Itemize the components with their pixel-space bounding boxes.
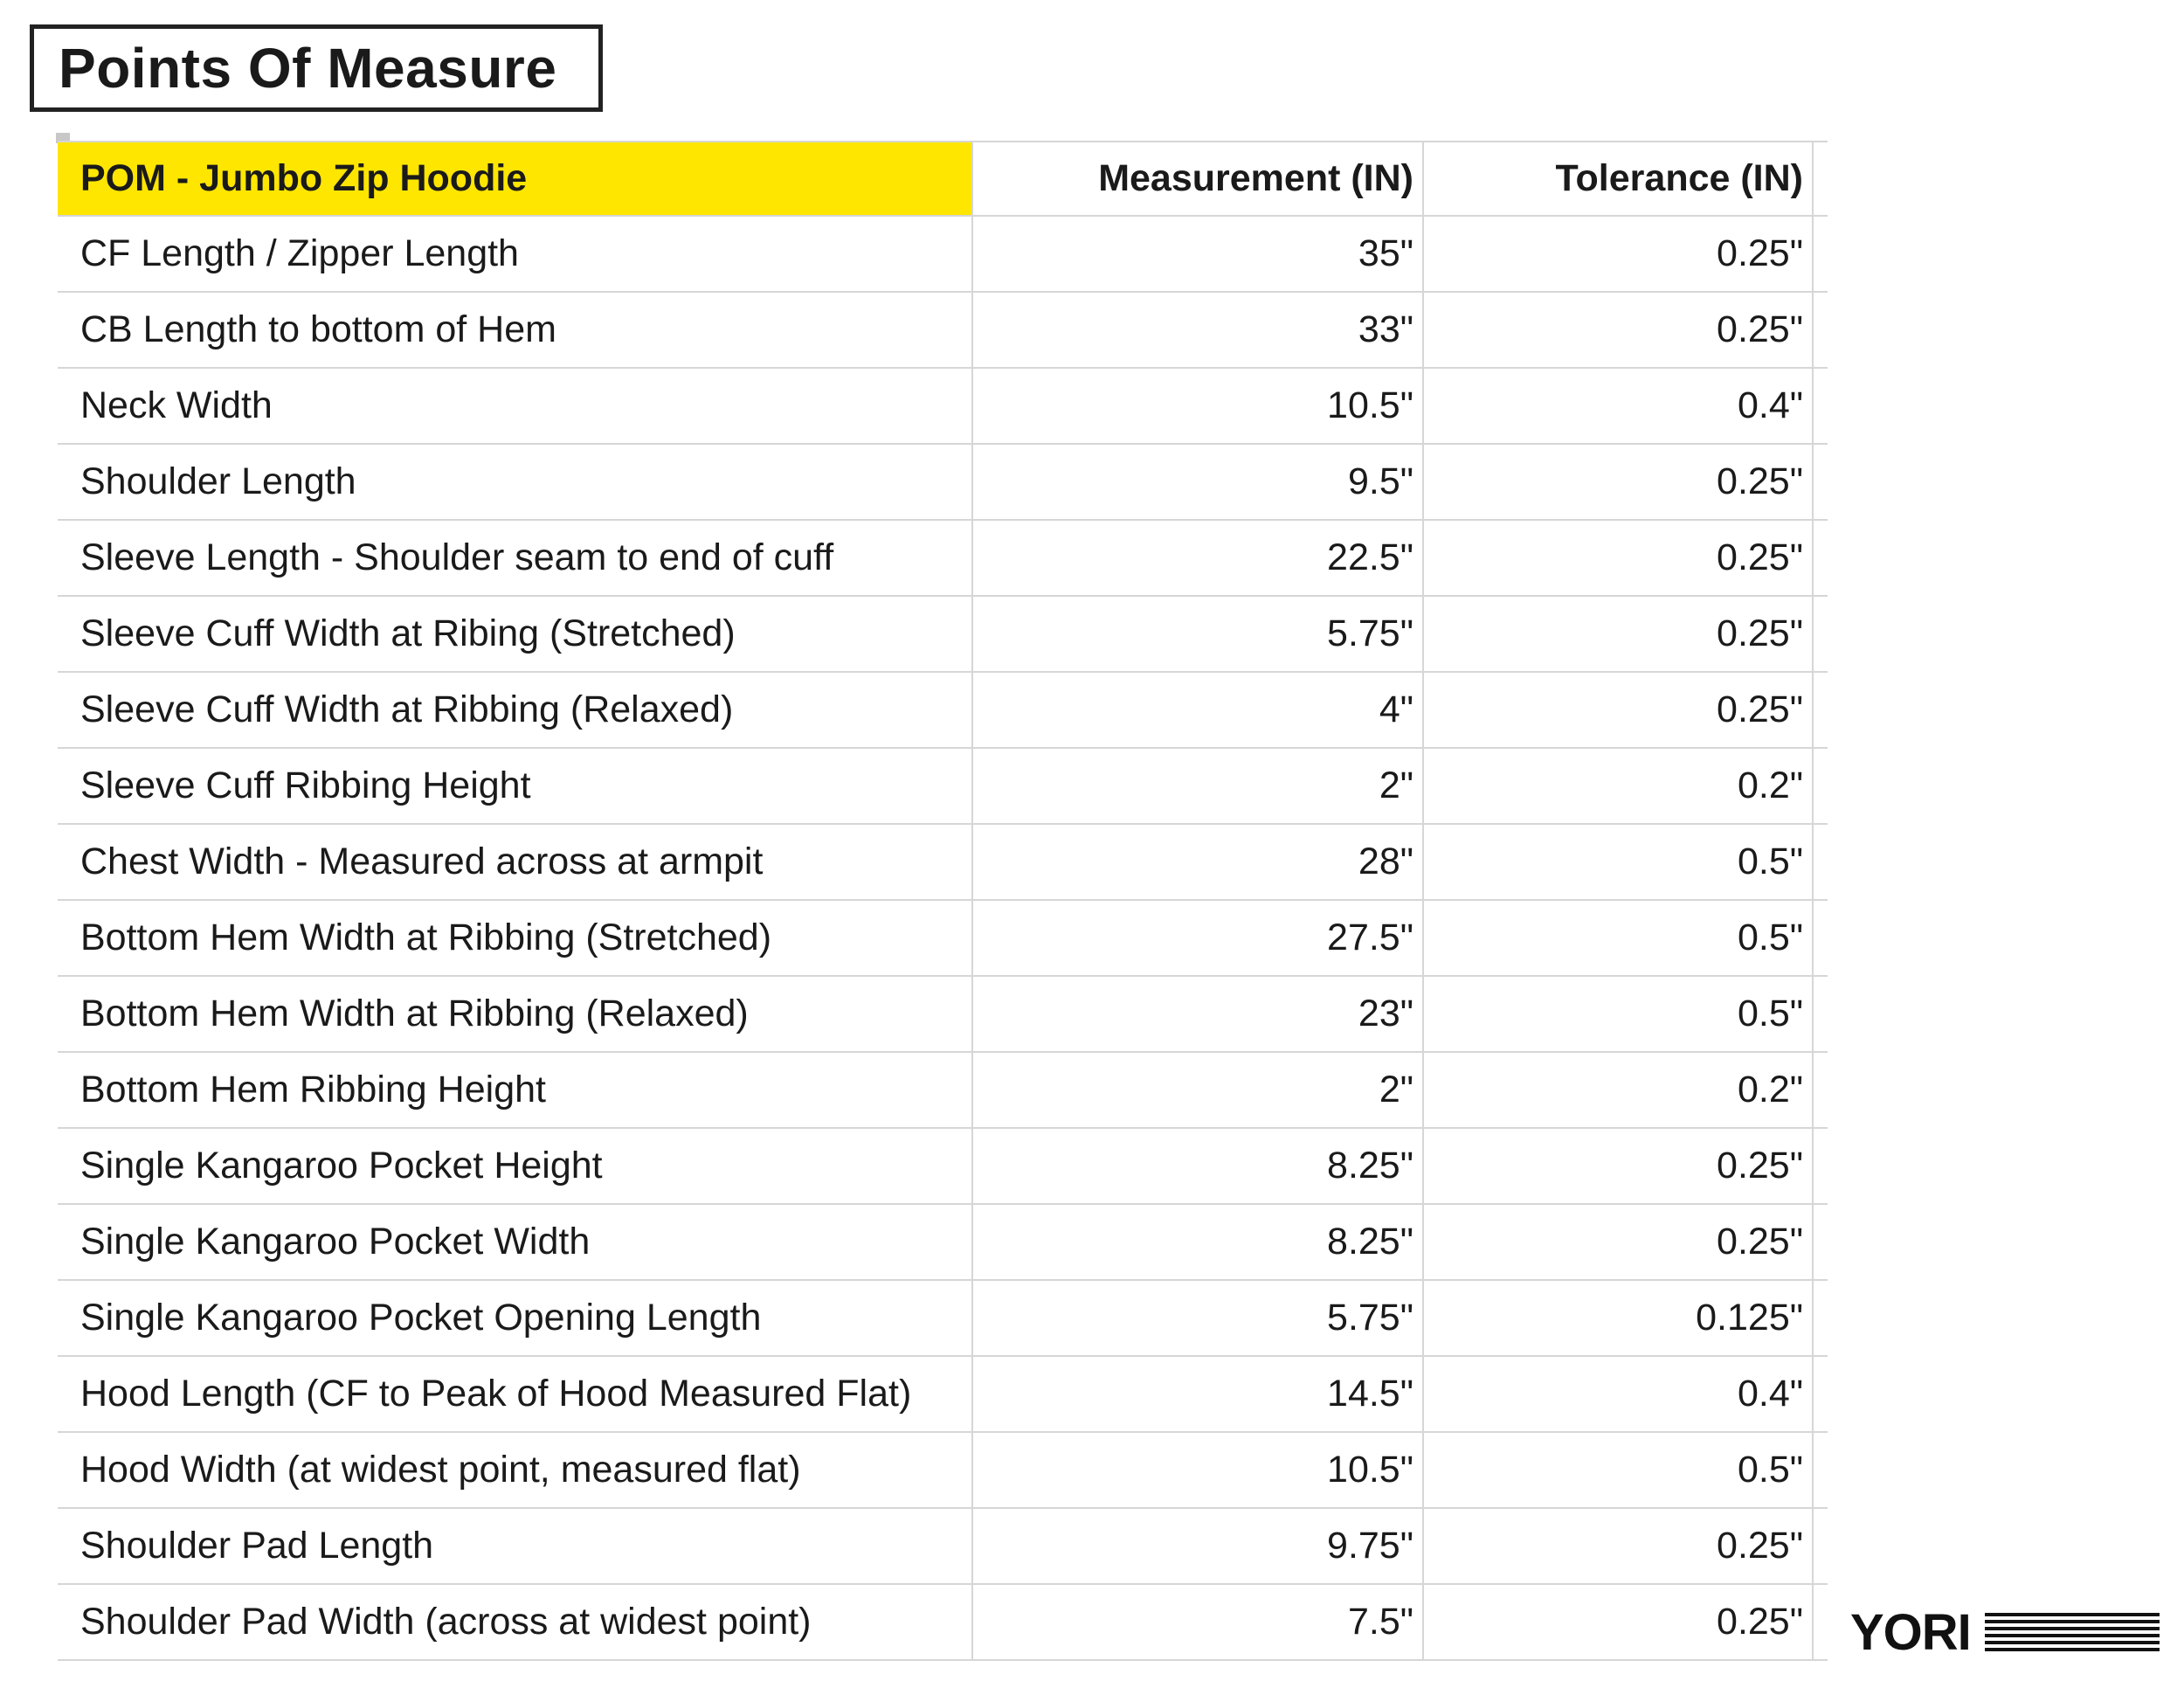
table-row (58, 825, 1828, 901)
measurement-cell[interactable]: 8.25" (973, 1205, 1424, 1279)
table-row (58, 901, 1828, 977)
pom-name-cell[interactable]: Chest Width - Measured across at armpit (58, 825, 973, 899)
table-row (58, 673, 1828, 749)
table-row (58, 217, 1828, 293)
table-row (58, 521, 1828, 597)
pom-name-cell[interactable]: Bottom Hem Width at Ribbing (Relaxed) (58, 977, 973, 1051)
measurement-cell[interactable]: 2" (973, 749, 1424, 823)
page-title: Points Of Measure (30, 24, 603, 112)
pom-name-cell[interactable]: Sleeve Cuff Width at Ribbing (Relaxed) (58, 673, 973, 747)
measurement-cell[interactable]: 28" (973, 825, 1424, 899)
table-row (58, 445, 1828, 521)
table-row (58, 1205, 1828, 1281)
measurement-cell[interactable]: 5.75" (973, 1281, 1424, 1355)
table-row (58, 1129, 1828, 1205)
pom-name-cell[interactable]: CB Length to bottom of Hem (58, 293, 973, 367)
table-row (58, 1053, 1828, 1129)
tolerance-cell[interactable]: 0.25" (1424, 1509, 1814, 1583)
measurement-cell[interactable]: 4" (973, 673, 1424, 747)
pom-name-cell[interactable]: Sleeve Cuff Width at Ribing (Stretched) (58, 597, 973, 671)
tolerance-cell[interactable]: 0.5" (1424, 977, 1814, 1051)
pom-name-cell[interactable]: Sleeve Cuff Ribbing Height (58, 749, 973, 823)
tolerance-cell[interactable]: 0.25" (1424, 1585, 1814, 1659)
pom-name-cell[interactable]: Single Kangaroo Pocket Height (58, 1129, 973, 1203)
tolerance-cell[interactable]: 0.25" (1424, 217, 1814, 291)
pom-name-cell[interactable]: Hood Width (at widest point, measured flat) (58, 1433, 973, 1507)
table-row (58, 1585, 1828, 1661)
pom-name-cell[interactable]: Bottom Hem Width at Ribbing (Stretched) (58, 901, 973, 975)
measurement-cell[interactable]: 5.75" (973, 597, 1424, 671)
measurement-cell[interactable]: 10.5" (973, 1433, 1424, 1507)
table-row (58, 1433, 1828, 1509)
tolerance-cell[interactable]: 0.25" (1424, 445, 1814, 519)
header-tolerance[interactable]: Tolerance (IN) (1424, 142, 1814, 215)
tolerance-cell[interactable]: 0.25" (1424, 673, 1814, 747)
measurement-cell[interactable]: 9.5" (973, 445, 1424, 519)
pom-name-cell[interactable]: Sleeve Length - Shoulder seam to end of cuff (58, 521, 973, 595)
measurement-cell[interactable]: 9.75" (973, 1509, 1424, 1583)
pom-name-cell[interactable]: Single Kangaroo Pocket Width (58, 1205, 973, 1279)
header-pom-name[interactable]: POM - Jumbo Zip Hoodie (58, 142, 973, 215)
table-row (58, 1281, 1828, 1357)
measurement-cell[interactable]: 33" (973, 293, 1424, 367)
measurement-cell[interactable]: 14.5" (973, 1357, 1424, 1431)
tolerance-cell[interactable]: 0.25" (1424, 1129, 1814, 1203)
measurement-cell[interactable]: 8.25" (973, 1129, 1424, 1203)
tolerance-cell[interactable]: 0.25" (1424, 1205, 1814, 1279)
pom-name-cell[interactable]: Single Kangaroo Pocket Opening Length (58, 1281, 973, 1355)
header-measurement[interactable]: Measurement (IN) (973, 142, 1424, 215)
tolerance-cell[interactable]: 0.25" (1424, 597, 1814, 671)
stripes-icon (1985, 1613, 2160, 1651)
table-header-row (58, 141, 1828, 217)
brand-logo (1850, 1604, 2160, 1660)
tolerance-cell[interactable]: 0.2" (1424, 1053, 1814, 1127)
tolerance-cell[interactable]: 0.4" (1424, 1357, 1814, 1431)
measurement-cell[interactable]: 27.5" (973, 901, 1424, 975)
measurement-cell[interactable]: 22.5" (973, 521, 1424, 595)
table-row (58, 597, 1828, 673)
tolerance-cell[interactable]: 0.4" (1424, 369, 1814, 443)
tolerance-cell[interactable]: 0.25" (1424, 293, 1814, 367)
measurement-cell[interactable]: 35" (973, 217, 1424, 291)
pom-name-cell[interactable]: Shoulder Pad Length (58, 1509, 973, 1583)
table-row (58, 749, 1828, 825)
logo-text: YORI (1850, 1603, 1971, 1661)
table-row (58, 977, 1828, 1053)
pom-name-cell[interactable]: CF Length / Zipper Length (58, 217, 973, 291)
tolerance-cell[interactable]: 0.5" (1424, 1433, 1814, 1507)
tolerance-cell[interactable]: 0.2" (1424, 749, 1814, 823)
measurement-cell[interactable]: 23" (973, 977, 1424, 1051)
measurement-table (58, 141, 1828, 1661)
pom-name-cell[interactable]: Neck Width (58, 369, 973, 443)
table-row (58, 1509, 1828, 1585)
tolerance-cell[interactable]: 0.5" (1424, 901, 1814, 975)
measurement-cell[interactable]: 10.5" (973, 369, 1424, 443)
pom-name-cell[interactable]: Bottom Hem Ribbing Height (58, 1053, 973, 1127)
tolerance-cell[interactable]: 0.5" (1424, 825, 1814, 899)
pom-name-cell[interactable]: Shoulder Pad Width (across at widest point) (58, 1585, 973, 1659)
pom-name-cell[interactable]: Shoulder Length (58, 445, 973, 519)
tolerance-cell[interactable]: 0.125" (1424, 1281, 1814, 1355)
table-row (58, 1357, 1828, 1433)
measurement-cell[interactable]: 7.5" (973, 1585, 1424, 1659)
table-row (58, 293, 1828, 369)
table-row (58, 369, 1828, 445)
measurement-cell[interactable]: 2" (973, 1053, 1424, 1127)
pom-name-cell[interactable]: Hood Length (CF to Peak of Hood Measured Flat) (58, 1357, 973, 1431)
tolerance-cell[interactable]: 0.25" (1424, 521, 1814, 595)
